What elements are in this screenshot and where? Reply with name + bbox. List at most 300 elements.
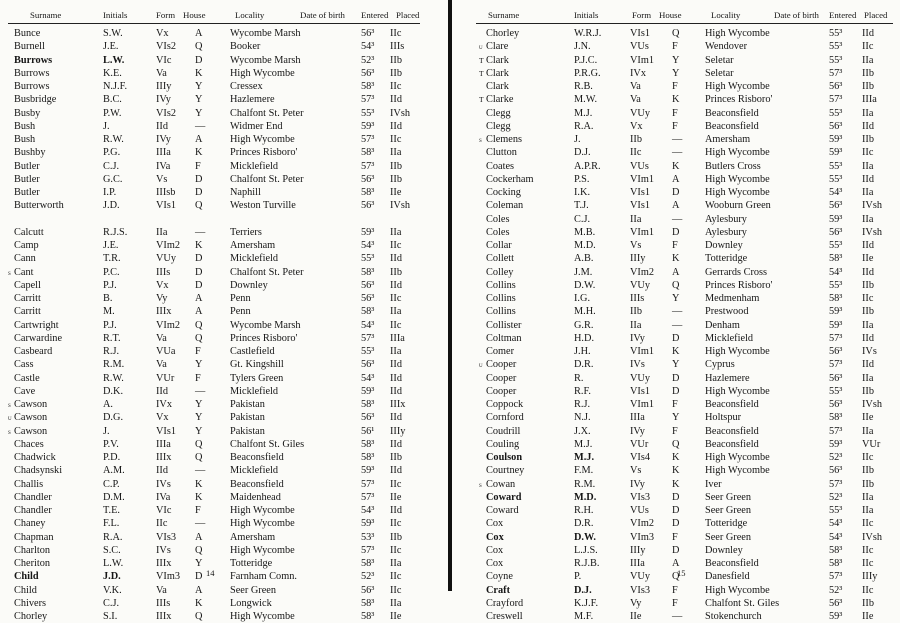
cell-placed: IIe bbox=[390, 611, 402, 622]
cell-entered: 56³ bbox=[829, 372, 843, 384]
header-locality: Locality bbox=[235, 10, 265, 20]
cell-placed: IId bbox=[390, 412, 403, 424]
table-row bbox=[452, 67, 900, 80]
cell-house: K bbox=[672, 346, 680, 357]
cell-form: VIc bbox=[156, 54, 172, 66]
cell-initials: P.C. bbox=[103, 266, 120, 278]
cell-initials: L.W. bbox=[103, 558, 124, 569]
cell-initials: T.R. bbox=[103, 253, 121, 265]
cell-house: F bbox=[672, 399, 678, 410]
cell-house: A bbox=[195, 134, 203, 145]
cell-entered: 58³ bbox=[361, 81, 375, 92]
table-row bbox=[452, 411, 900, 424]
cell-locality: Micklefield bbox=[230, 160, 279, 172]
cell-entered: 56³ bbox=[361, 359, 375, 371]
cell-locality: Gt. Kingshill bbox=[230, 359, 284, 371]
cell-locality: Chalfont St. Peter bbox=[230, 266, 304, 278]
cell-house: Q bbox=[672, 28, 680, 39]
cell-house: Y bbox=[195, 558, 203, 569]
cell-placed: IIc bbox=[390, 478, 402, 490]
table-row bbox=[0, 186, 448, 199]
cell-surname: Butler bbox=[14, 160, 40, 172]
cell-initials: J.D. bbox=[103, 200, 120, 212]
cell-locality: Beaconsfield bbox=[705, 438, 759, 450]
cell-house: Q bbox=[195, 41, 203, 53]
cell-house: A bbox=[672, 173, 680, 185]
header-dob: Date of birth bbox=[774, 10, 819, 20]
cell-locality: High Wycombe bbox=[705, 187, 770, 198]
cell-house: D bbox=[672, 187, 680, 198]
cell-form: VIm3 bbox=[630, 531, 655, 543]
cell-entered: 52³ bbox=[361, 571, 375, 583]
cell-initials: M.F. bbox=[574, 611, 594, 622]
cell-house: Y bbox=[195, 359, 203, 371]
cell-entered: 58³ bbox=[361, 266, 375, 278]
cell-entered: 52³ bbox=[829, 584, 843, 596]
cell-entered: 57³ bbox=[361, 491, 375, 503]
header-form: Form bbox=[632, 10, 652, 20]
cell-entered: 55³ bbox=[829, 41, 843, 53]
cell-form: Va bbox=[156, 67, 167, 79]
cell-placed: IIc bbox=[390, 319, 402, 331]
cell-placed: IIb bbox=[390, 452, 403, 463]
cell-form: VIs1 bbox=[630, 187, 651, 198]
cell-placed: IId bbox=[390, 385, 403, 397]
cell-entered: 55³ bbox=[829, 385, 843, 397]
cell-house: F bbox=[672, 81, 678, 92]
cell-locality: Penn bbox=[230, 293, 251, 304]
header-initials: Initials bbox=[574, 10, 599, 20]
cell-placed: IIc bbox=[390, 134, 402, 145]
cell-locality: Pakistan bbox=[230, 425, 265, 437]
cell-surname: Bunce bbox=[14, 28, 41, 39]
cell-surname: Cooper bbox=[486, 372, 517, 384]
table-row bbox=[452, 610, 900, 623]
cell-house: — bbox=[195, 120, 206, 132]
cell-house: Q bbox=[195, 544, 203, 556]
cell-entered: 57³ bbox=[829, 359, 843, 371]
cell-placed: IIb bbox=[862, 81, 875, 92]
cell-entered: 54³ bbox=[361, 505, 375, 516]
cell-house: F bbox=[672, 107, 678, 119]
cell-placed: IIe bbox=[862, 412, 874, 424]
table-row bbox=[452, 266, 900, 279]
cell-initials: P.J. bbox=[103, 319, 117, 331]
cell-initials: R.J.B. bbox=[574, 558, 600, 569]
cell-placed: IId bbox=[390, 359, 403, 371]
cell-initials: B. bbox=[103, 293, 113, 304]
table-row bbox=[0, 372, 448, 385]
cell-house: Y bbox=[195, 107, 203, 119]
cell-entered: 58³ bbox=[361, 438, 375, 450]
cell-locality: Booker bbox=[230, 41, 261, 53]
cell-form: VUy bbox=[630, 571, 651, 583]
cell-initials: R.M. bbox=[574, 478, 596, 490]
cell-initials: K.J.F. bbox=[574, 597, 599, 609]
cell-locality: Iver bbox=[705, 478, 722, 490]
cell-house: — bbox=[195, 385, 206, 397]
table-row bbox=[0, 27, 448, 40]
cell-surname: Creswell bbox=[486, 611, 523, 622]
table-row bbox=[452, 345, 900, 358]
cell-initials: N.J.F. bbox=[103, 81, 128, 92]
cell-form: VUy bbox=[156, 253, 177, 265]
cell-entered: 55³ bbox=[829, 240, 843, 251]
cell-initials: T.E. bbox=[103, 505, 120, 516]
cell-locality: High Wycombe bbox=[705, 173, 770, 185]
cell-placed: IId bbox=[862, 120, 875, 132]
cell-entered: 58³ bbox=[829, 544, 843, 556]
cell-entered: 56³ bbox=[829, 120, 843, 132]
cell-placed: IIc bbox=[390, 544, 402, 556]
cell-form: IVy bbox=[156, 134, 171, 145]
cell-locality: Princes Risboro' bbox=[230, 147, 298, 159]
cell-locality: Wendover bbox=[705, 41, 748, 53]
cell-placed: IIb bbox=[862, 465, 875, 477]
cell-locality: Beaconsfield bbox=[705, 399, 759, 410]
table-row bbox=[452, 491, 900, 504]
header-rule bbox=[8, 23, 420, 24]
cell-surname: Burrows bbox=[14, 67, 50, 79]
cell-house: Y bbox=[195, 399, 203, 410]
cell-locality: High Wycombe bbox=[230, 134, 295, 145]
cell-locality: Chalfont St. Giles bbox=[705, 597, 780, 609]
cell-locality: Seletar bbox=[705, 54, 734, 66]
cell-initials: M.J. bbox=[574, 452, 595, 463]
cell-house: D bbox=[672, 505, 680, 516]
cell-surname: Clutton bbox=[486, 147, 517, 159]
cell-initials: R.J. bbox=[574, 399, 591, 410]
cell-surname: Busby bbox=[14, 107, 41, 119]
cell-locality: Downley bbox=[705, 240, 743, 251]
cell-initials: J. bbox=[574, 134, 581, 145]
cell-placed: IIe bbox=[390, 491, 402, 503]
cell-placed: IVsh bbox=[390, 107, 411, 119]
cell-form: VIm1 bbox=[630, 399, 655, 410]
cell-placed: IIa bbox=[862, 187, 874, 198]
cell-form: VUy bbox=[630, 372, 651, 384]
cell-placed: IIc bbox=[862, 452, 874, 463]
cell-entered: 59³ bbox=[829, 147, 843, 159]
table-row bbox=[0, 610, 448, 623]
header-form: Form bbox=[156, 10, 176, 20]
cell-house: D bbox=[195, 266, 203, 278]
cell-locality: High Wycombe bbox=[705, 465, 770, 477]
cell-prefix: T bbox=[479, 95, 484, 105]
cell-placed: IId bbox=[390, 372, 403, 384]
cell-entered: 58³ bbox=[829, 253, 843, 265]
cell-locality: Maidenhead bbox=[230, 491, 281, 503]
cell-placed: IIb bbox=[862, 478, 875, 490]
cell-placed: IIb bbox=[862, 134, 875, 145]
cell-house: Q bbox=[195, 332, 203, 344]
cell-placed: IId bbox=[390, 94, 403, 106]
cell-placed: IIIx bbox=[390, 399, 406, 410]
cell-form: VIm1 bbox=[630, 226, 655, 238]
cell-locality: Chalfont St. Giles bbox=[230, 438, 305, 450]
cell-placed: IIa bbox=[862, 54, 874, 66]
cell-placed: IIb bbox=[862, 67, 875, 79]
table-row bbox=[452, 93, 900, 106]
cell-locality: Beaconsfield bbox=[705, 120, 759, 132]
cell-prefix: s bbox=[8, 267, 11, 277]
cell-surname: Collins bbox=[486, 306, 516, 318]
header-placed: Placed bbox=[864, 10, 888, 20]
cell-placed: IVsh bbox=[862, 200, 883, 212]
table-row bbox=[0, 319, 448, 332]
cell-locality: Longwick bbox=[230, 597, 272, 609]
cell-surname: Clark bbox=[486, 81, 509, 92]
cell-house: D bbox=[195, 187, 203, 198]
cell-placed: IIc bbox=[390, 584, 402, 596]
cell-surname: Collar bbox=[486, 240, 512, 251]
cell-surname: Cooper bbox=[486, 359, 517, 371]
cell-initials: D.J. bbox=[574, 584, 592, 596]
cell-surname: Burrows bbox=[14, 81, 50, 92]
cell-locality: Aylesbury bbox=[705, 213, 747, 225]
table-row bbox=[0, 438, 448, 451]
header-placed: Placed bbox=[396, 10, 420, 20]
column-headers bbox=[452, 10, 900, 22]
cell-prefix: T bbox=[479, 68, 484, 78]
cell-house: D bbox=[672, 372, 680, 384]
cell-entered: 54³ bbox=[829, 531, 843, 543]
cell-locality: Micklefield bbox=[230, 465, 279, 477]
table-row bbox=[452, 464, 900, 477]
cell-surname: Clark bbox=[486, 67, 509, 79]
cell-house: K bbox=[195, 491, 203, 503]
table-row bbox=[0, 173, 448, 186]
cell-locality: Cyprus bbox=[705, 359, 735, 371]
cell-surname: Carwardine bbox=[14, 332, 63, 344]
cell-prefix: s bbox=[8, 426, 11, 436]
table-row bbox=[452, 570, 900, 583]
cell-form: VUy bbox=[630, 279, 651, 291]
table-row bbox=[0, 398, 448, 411]
cell-initials: P.S. bbox=[574, 173, 590, 185]
table-row bbox=[452, 279, 900, 292]
cell-surname: Cawson bbox=[14, 399, 48, 410]
cell-placed: IIc bbox=[390, 571, 402, 583]
cell-form: IVy bbox=[156, 94, 171, 106]
cell-form: IIIs bbox=[156, 266, 171, 278]
page-number: 14 bbox=[206, 568, 215, 578]
cell-form: IIIx bbox=[156, 611, 172, 622]
cell-placed: IVsh bbox=[390, 200, 411, 212]
cell-locality: Totteridge bbox=[705, 253, 748, 265]
cell-initials: A.M. bbox=[103, 465, 125, 477]
cell-locality: Medmenham bbox=[705, 293, 760, 304]
cell-placed: IVsh bbox=[862, 531, 883, 543]
cell-prefix: s bbox=[8, 400, 11, 409]
cell-locality: Princes Risboro' bbox=[230, 332, 298, 344]
cell-locality: Princes Risboro' bbox=[705, 279, 773, 291]
cell-entered: 57³ bbox=[829, 478, 843, 490]
cell-initials: A. bbox=[103, 399, 114, 410]
cell-placed: IIb bbox=[862, 279, 875, 291]
cell-entered: 59³ bbox=[361, 518, 375, 530]
cell-locality: Seer Green bbox=[705, 491, 752, 503]
header-surname: Surname bbox=[488, 10, 520, 20]
table-row bbox=[0, 252, 448, 265]
cell-placed: IVsh bbox=[862, 399, 883, 410]
cell-surname: Carritt bbox=[14, 293, 41, 304]
cell-entered: 58³ bbox=[361, 306, 375, 318]
cell-placed: IId bbox=[862, 359, 875, 371]
cell-house: F bbox=[195, 505, 201, 516]
cell-form: IVx bbox=[630, 67, 647, 79]
cell-initials: G.R. bbox=[574, 319, 594, 331]
cell-surname: Cass bbox=[14, 359, 34, 371]
cell-surname: Challis bbox=[14, 478, 44, 490]
cell-placed: IIa bbox=[862, 425, 874, 437]
cell-form: IIIx bbox=[156, 306, 172, 318]
table-row bbox=[452, 199, 900, 212]
cell-entered: 57³ bbox=[361, 332, 375, 344]
cell-initials: P. bbox=[574, 571, 582, 583]
cell-form: VIs4 bbox=[630, 452, 651, 463]
cell-locality: Amersham bbox=[705, 134, 751, 145]
cell-form: IIIa bbox=[630, 412, 645, 424]
cell-initials: P.G. bbox=[103, 147, 121, 159]
cell-form: IIb bbox=[630, 306, 643, 318]
cell-initials: D.G. bbox=[103, 412, 124, 424]
cell-house: F bbox=[672, 597, 678, 609]
cell-locality: Princes Risboro' bbox=[705, 94, 773, 106]
cell-house: Q bbox=[672, 571, 680, 583]
table-row bbox=[452, 438, 900, 451]
cell-initials: M.J. bbox=[574, 107, 593, 119]
cell-form: VUs bbox=[630, 505, 649, 516]
cell-locality: Totteridge bbox=[705, 518, 748, 530]
cell-placed: IIIy bbox=[862, 571, 878, 583]
cell-house: Q bbox=[195, 611, 203, 622]
cell-surname: Carritt bbox=[14, 306, 41, 318]
cell-prefix: T bbox=[479, 55, 484, 65]
table-row bbox=[0, 226, 448, 239]
cell-initials: J. bbox=[103, 120, 110, 132]
cell-surname: Chaney bbox=[14, 518, 46, 530]
cell-surname: Cawson bbox=[14, 425, 48, 437]
cell-placed: IIc bbox=[862, 293, 874, 304]
table-row bbox=[0, 385, 448, 398]
cell-form: IIe bbox=[630, 611, 642, 622]
cell-entered: 58³ bbox=[361, 187, 375, 198]
cell-house: Q bbox=[672, 279, 680, 291]
cell-surname: Chadsynski bbox=[14, 465, 63, 477]
cell-initials: I.G. bbox=[574, 293, 591, 304]
cell-surname: Collins bbox=[486, 293, 516, 304]
table-row bbox=[0, 239, 448, 252]
table-row bbox=[452, 372, 900, 385]
cell-initials: J.H. bbox=[574, 346, 591, 357]
cell-initials: M.D. bbox=[574, 491, 597, 503]
cell-form: IId bbox=[156, 385, 169, 397]
cell-surname: Chorley bbox=[486, 28, 520, 39]
cell-entered: 55³ bbox=[829, 54, 843, 66]
cell-form: VUr bbox=[156, 372, 175, 384]
cell-entered: 55³ bbox=[361, 253, 375, 265]
cell-form: VUr bbox=[630, 438, 649, 450]
cell-form: IIIsb bbox=[156, 187, 176, 198]
cell-form: VIm2 bbox=[156, 319, 181, 331]
cell-surname: Charlton bbox=[14, 544, 51, 556]
cell-initials: F.M. bbox=[574, 465, 594, 477]
cell-surname: Cartwright bbox=[14, 319, 59, 331]
cell-house: Q bbox=[195, 438, 203, 450]
cell-form: Vx bbox=[156, 28, 169, 39]
cell-surname: Clegg bbox=[486, 107, 511, 119]
cell-initials: R.J.S. bbox=[103, 226, 128, 238]
cell-house: Y bbox=[195, 425, 203, 437]
cell-locality: Seer Green bbox=[705, 505, 752, 516]
header-initials: Initials bbox=[103, 10, 128, 20]
table-row bbox=[452, 133, 900, 146]
cell-initials: P.W. bbox=[103, 107, 122, 119]
table-row bbox=[0, 531, 448, 544]
cell-initials: H.D. bbox=[574, 332, 595, 344]
cell-form: IIIx bbox=[156, 452, 172, 463]
cell-placed: IIa bbox=[390, 346, 402, 357]
cell-form: IVy bbox=[630, 425, 645, 437]
cell-placed: IIb bbox=[390, 67, 403, 79]
cell-locality: High Wycombe bbox=[705, 584, 770, 596]
cell-form: IIIx bbox=[156, 558, 172, 569]
cell-initials: S.W. bbox=[103, 28, 123, 39]
cell-entered: 59³ bbox=[829, 438, 843, 450]
cell-surname: Cowan bbox=[486, 478, 516, 490]
cell-form: IVy bbox=[630, 478, 645, 490]
cell-form: VIm2 bbox=[630, 266, 655, 278]
table-row bbox=[0, 305, 448, 318]
cell-surname: Cornford bbox=[486, 412, 524, 424]
cell-house: D bbox=[195, 54, 203, 66]
cell-locality: Totteridge bbox=[230, 558, 273, 569]
cell-form: IIc bbox=[630, 147, 642, 159]
cell-locality: Seer Green bbox=[705, 531, 752, 543]
table-row bbox=[0, 146, 448, 159]
cell-placed: IIIs bbox=[390, 41, 405, 53]
cell-locality: Chalfont St. Peter bbox=[230, 107, 304, 119]
cell-placed: IIa bbox=[862, 160, 874, 172]
cell-initials: J.X. bbox=[574, 425, 591, 437]
table-row bbox=[452, 557, 900, 570]
cell-initials: M.D. bbox=[574, 240, 596, 251]
cell-initials: M.W. bbox=[574, 94, 598, 106]
cell-placed: IIc bbox=[862, 544, 874, 556]
cell-surname: Burnell bbox=[14, 41, 45, 53]
cell-house: Y bbox=[672, 359, 680, 371]
cell-initials: R. bbox=[574, 372, 584, 384]
cell-surname: Collett bbox=[486, 253, 515, 265]
table-row bbox=[0, 358, 448, 371]
cell-locality: Prestwood bbox=[705, 306, 749, 318]
cell-house: K bbox=[672, 465, 680, 477]
cell-house: K bbox=[672, 253, 680, 265]
cell-house: Y bbox=[195, 94, 203, 106]
cell-house: Q bbox=[195, 452, 203, 463]
cell-form: Vx bbox=[156, 279, 169, 291]
cell-surname: Casbeard bbox=[14, 346, 53, 357]
cell-entered: 57³ bbox=[361, 544, 375, 556]
cell-placed: IId bbox=[862, 28, 875, 39]
cell-surname: Cant bbox=[14, 266, 34, 278]
cell-house: D bbox=[195, 173, 203, 185]
cell-initials: S.I. bbox=[103, 611, 118, 622]
cell-surname: Cox bbox=[486, 518, 504, 530]
register-table bbox=[0, 27, 448, 623]
table-row bbox=[0, 570, 448, 583]
